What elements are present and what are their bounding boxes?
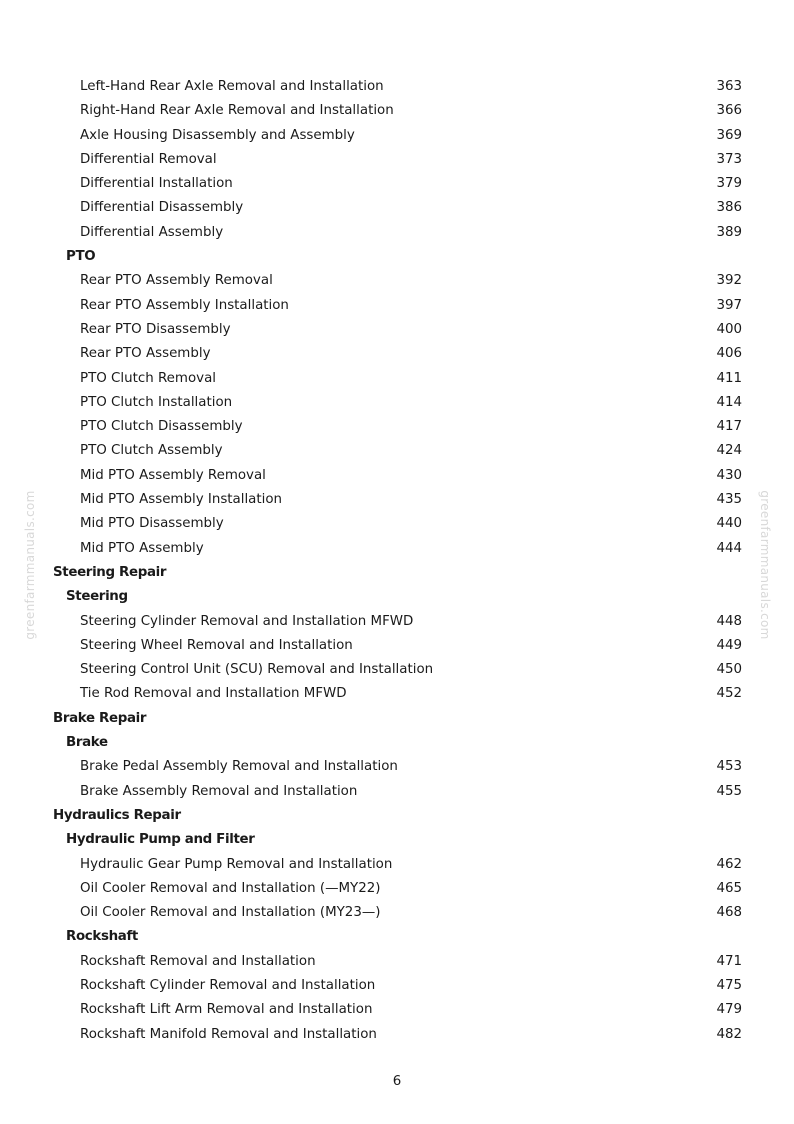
- toc-entry-title: Steering Wheel Removal and Installation: [80, 637, 353, 653]
- toc-entry[interactable]: [0, 318, 794, 342]
- toc-entry[interactable]: [0, 610, 794, 634]
- toc-entry-title: Oil Cooler Removal and Installation (MY23—): [80, 905, 381, 921]
- toc-entry[interactable]: [0, 221, 794, 245]
- toc-entry-page: 411: [716, 370, 742, 386]
- toc-entry[interactable]: [0, 512, 794, 536]
- toc-entry-title: Mid PTO Disassembly: [80, 516, 224, 532]
- toc-entry-title: Rockshaft Removal and Installation: [80, 953, 316, 969]
- toc-entry-page: 392: [716, 273, 742, 289]
- toc-entry-title: Differential Installation: [80, 176, 233, 192]
- toc-entry-title: Rear PTO Disassembly: [80, 321, 231, 337]
- toc-entry-page: 417: [716, 419, 742, 435]
- toc-entry-page: 366: [716, 103, 742, 119]
- toc-entry-title: Hydraulics Repair: [53, 807, 181, 823]
- toc-entry-page: 471: [716, 953, 742, 969]
- toc-entry[interactable]: [0, 172, 794, 196]
- toc-entry-page: 453: [716, 759, 742, 775]
- toc-entry-page: 386: [716, 200, 742, 216]
- toc-section-heading: [0, 925, 794, 949]
- toc-entry-page: 430: [716, 467, 742, 483]
- toc-entry[interactable]: [0, 682, 794, 706]
- toc-chapter-heading: [0, 561, 794, 585]
- toc-entry-title: Rockshaft Cylinder Removal and Installation: [80, 977, 376, 993]
- toc-entry-page: 465: [716, 880, 742, 896]
- toc-entry[interactable]: [0, 294, 794, 318]
- toc-entry-title: Mid PTO Assembly Removal: [80, 467, 266, 483]
- toc-entry-page: 400: [716, 321, 742, 337]
- toc-entry-title: Brake Repair: [53, 710, 147, 726]
- toc-entry[interactable]: [0, 99, 794, 123]
- toc-entry-page: 479: [716, 1002, 742, 1018]
- toc-entry-title: Oil Cooler Removal and Installation (—MY22): [80, 880, 381, 896]
- toc-entry-title: Differential Removal: [80, 151, 217, 167]
- toc-entry-page: 424: [716, 443, 742, 459]
- toc-entry-title: Steering Repair: [53, 564, 167, 580]
- toc-section-heading: [0, 828, 794, 852]
- toc-entry[interactable]: [0, 974, 794, 998]
- toc-entry[interactable]: [0, 537, 794, 561]
- toc-entry-title: PTO Clutch Assembly: [80, 443, 223, 459]
- toc-entry-page: 379: [716, 176, 742, 192]
- toc-entry[interactable]: [0, 634, 794, 658]
- toc-entry-page: 462: [716, 856, 742, 872]
- toc-entry-page: 435: [716, 492, 742, 508]
- toc-entry-title: Hydraulic Pump and Filter: [66, 832, 255, 848]
- toc-entry-title: Rockshaft Manifold Removal and Installation: [80, 1026, 377, 1042]
- toc-entry-title: Rear PTO Assembly Installation: [80, 297, 289, 313]
- toc-section-heading: [0, 731, 794, 755]
- toc-entry-page: 414: [716, 394, 742, 410]
- toc-entry-page: 389: [716, 224, 742, 240]
- toc-entry-title: Hydraulic Gear Pump Removal and Installation: [80, 856, 393, 872]
- toc-entry-title: PTO Clutch Removal: [80, 370, 216, 386]
- toc-entry[interactable]: [0, 391, 794, 415]
- toc-entry-title: Brake Assembly Removal and Installation: [80, 783, 358, 799]
- toc-entry-title: Rockshaft Lift Arm Removal and Installation: [80, 1002, 373, 1018]
- toc-entry-page: 450: [716, 662, 742, 678]
- toc-entry-title: Right-Hand Rear Axle Removal and Installation: [80, 103, 394, 119]
- toc-entry-title: Brake: [66, 735, 108, 751]
- toc-entry[interactable]: [0, 269, 794, 293]
- toc-entry-title: Brake Pedal Assembly Removal and Installation: [80, 759, 398, 775]
- toc-entry-title: Differential Disassembly: [80, 200, 244, 216]
- toc-entry-title: Mid PTO Assembly: [80, 540, 204, 556]
- toc-entry[interactable]: [0, 75, 794, 99]
- toc-entry-title: Axle Housing Disassembly and Assembly: [80, 127, 355, 143]
- toc-entry[interactable]: [0, 124, 794, 148]
- toc-entry[interactable]: [0, 415, 794, 439]
- toc-entry-title: Rear PTO Assembly: [80, 346, 211, 362]
- toc-chapter-heading: [0, 707, 794, 731]
- toc-entry[interactable]: [0, 853, 794, 877]
- toc-entry-title: Rockshaft: [66, 929, 138, 945]
- toc-entry[interactable]: [0, 877, 794, 901]
- table-of-contents: [0, 75, 794, 1047]
- toc-entry-page: 369: [716, 127, 742, 143]
- toc-entry[interactable]: [0, 658, 794, 682]
- toc-entry[interactable]: [0, 755, 794, 779]
- toc-chapter-heading: [0, 804, 794, 828]
- toc-entry-title: PTO Clutch Installation: [80, 394, 233, 410]
- toc-entry-title: Differential Assembly: [80, 224, 224, 240]
- toc-entry-page: 448: [716, 613, 742, 629]
- toc-entry-page: 373: [716, 151, 742, 167]
- page-number: 6: [392, 1074, 402, 1089]
- toc-entry-page: 482: [716, 1026, 742, 1042]
- watermark-left: greenfarmmanuals.com: [23, 490, 37, 640]
- toc-entry-page: 363: [716, 79, 742, 94]
- toc-entry-page: 440: [716, 516, 742, 532]
- toc-entry[interactable]: [0, 464, 794, 488]
- toc-entry[interactable]: [0, 342, 794, 366]
- toc-entry-page: 468: [716, 905, 742, 921]
- toc-entry[interactable]: [0, 950, 794, 974]
- toc-entry-title: Steering Cylinder Removal and Installation MFWD: [80, 613, 414, 629]
- toc-entry-page: 406: [716, 346, 742, 362]
- toc-entry[interactable]: [0, 901, 794, 925]
- toc-entry[interactable]: [0, 367, 794, 391]
- toc-entry-page: 475: [716, 977, 742, 993]
- toc-entry[interactable]: [0, 439, 794, 463]
- watermark-right: greenfarmmanuals.com: [758, 490, 772, 640]
- toc-entry-title: Mid PTO Assembly Installation: [80, 492, 283, 508]
- toc-entry[interactable]: [0, 196, 794, 220]
- toc-entry[interactable]: [0, 488, 794, 512]
- toc-section-heading: [0, 245, 794, 269]
- toc-entry-page: 449: [716, 637, 742, 653]
- toc-entry-title: Tie Rod Removal and Installation MFWD: [80, 686, 347, 702]
- toc-entry[interactable]: [0, 1023, 794, 1047]
- toc-entry-page: 452: [716, 686, 742, 702]
- toc-entry[interactable]: [0, 780, 794, 804]
- toc-entry[interactable]: [0, 998, 794, 1022]
- toc-entry-title: Left-Hand Rear Axle Removal and Installation: [80, 79, 384, 94]
- toc-entry-title: Steering Control Unit (SCU) Removal and Installation: [80, 662, 434, 678]
- toc-entry-title: PTO Clutch Disassembly: [80, 419, 243, 435]
- toc-entry[interactable]: [0, 148, 794, 172]
- toc-entry-title: Rear PTO Assembly Removal: [80, 273, 273, 289]
- toc-entry-page: 455: [716, 783, 742, 799]
- toc-entry-title: Steering: [66, 589, 128, 605]
- toc-entry-title: PTO: [66, 249, 96, 265]
- toc-entry-page: 397: [716, 297, 742, 313]
- toc-entry-page: 444: [716, 540, 742, 556]
- toc-section-heading: [0, 585, 794, 609]
